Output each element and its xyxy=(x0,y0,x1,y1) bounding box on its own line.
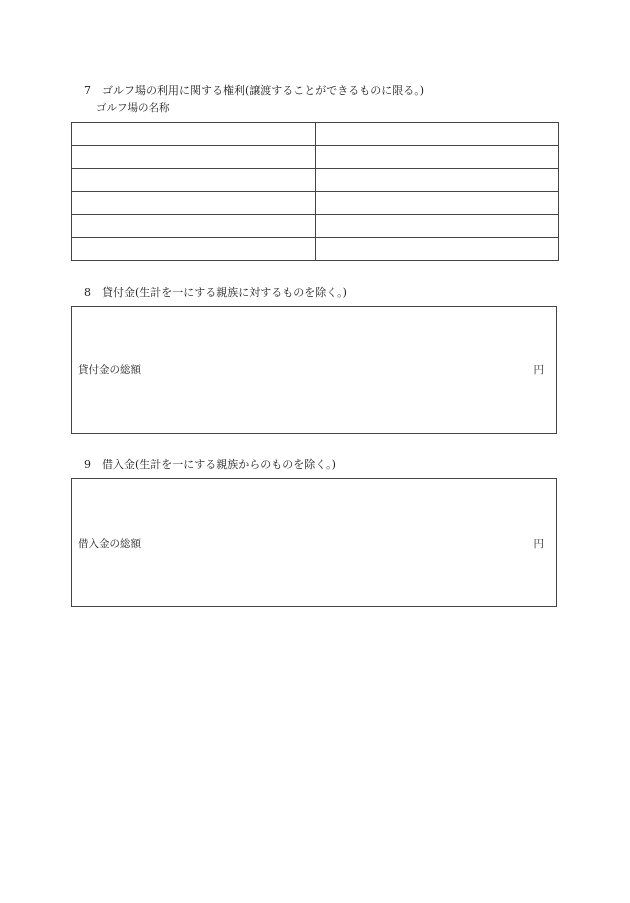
golf-course-detail-cell[interactable] xyxy=(316,146,559,169)
golf-course-name-cell[interactable] xyxy=(72,238,316,261)
golf-course-detail-cell[interactable] xyxy=(316,215,559,238)
golf-course-name-label: ゴルフ場の名称 xyxy=(96,102,170,114)
section-7-number: 7 xyxy=(84,84,91,97)
section-8-heading xyxy=(84,286,347,300)
section-9-heading xyxy=(84,458,336,472)
yen-unit: 円 xyxy=(533,538,544,550)
table-row xyxy=(72,238,559,261)
loan-receivable-box[interactable] xyxy=(71,306,557,434)
golf-course-detail-cell[interactable] xyxy=(316,238,559,261)
section-8-title: 貸付金(生計を一にする親族に対するものを除く。) xyxy=(102,286,347,299)
golf-course-name-cell[interactable] xyxy=(72,215,316,238)
loan-receivable-total-label: 貸付金の総額 xyxy=(78,364,141,376)
golf-course-detail-cell[interactable] xyxy=(316,169,559,192)
table-row xyxy=(72,169,559,192)
table-row xyxy=(72,123,559,146)
section-9-title: 借入金(生計を一にする親族からのものを除く。) xyxy=(102,458,336,471)
golf-course-name-cell[interactable] xyxy=(72,123,316,146)
section-9-number: 9 xyxy=(84,458,91,471)
section-7-title: ゴルフ場の利用に関する権利(譲渡することができるものに限る。) xyxy=(102,84,425,97)
section-7-heading xyxy=(84,84,424,98)
table-row xyxy=(72,146,559,169)
golf-course-name-cell[interactable] xyxy=(72,192,316,215)
table-row xyxy=(72,215,559,238)
golf-course-name-cell[interactable] xyxy=(72,169,316,192)
golf-course-detail-cell[interactable] xyxy=(316,123,559,146)
yen-unit: 円 xyxy=(533,364,544,376)
table-row xyxy=(72,192,559,215)
golf-course-detail-cell[interactable] xyxy=(316,192,559,215)
golf-course-name-cell[interactable] xyxy=(72,146,316,169)
borrowings-box[interactable] xyxy=(71,478,557,607)
borrowings-total-label: 借入金の総額 xyxy=(78,538,141,550)
section-8-number: 8 xyxy=(84,286,91,299)
golf-course-table xyxy=(71,122,559,261)
